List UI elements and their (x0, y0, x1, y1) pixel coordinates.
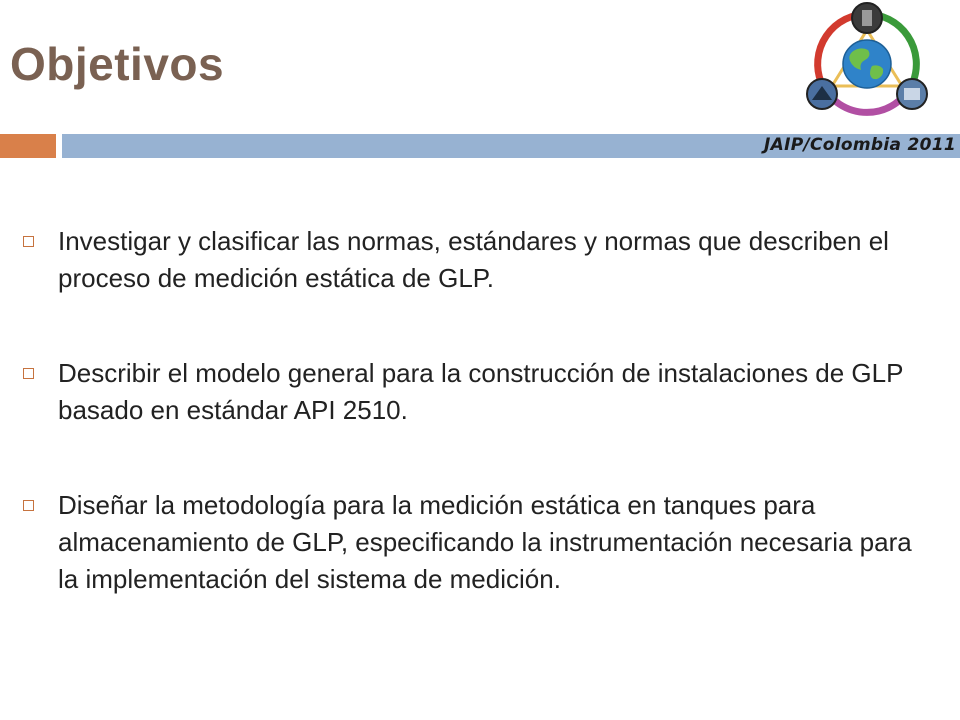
objective-item (20, 223, 930, 297)
slide-title: Objetivos (10, 38, 225, 90)
header-accent-bar-orange (0, 134, 56, 158)
hollow-square-bullet-icon (23, 236, 34, 247)
objective-item (20, 487, 930, 598)
objective-item (20, 355, 930, 429)
objectives-list (20, 223, 930, 598)
hollow-square-bullet-icon (23, 368, 34, 379)
objective-text: Diseñar la metodología para la medición estática en tanques para almacenamiento de GLP, especificando la instrumentación necesaria para la implementación del sistema de medición. (58, 490, 912, 594)
objective-text: Investigar y clasificar las normas, estándares y normas que describen el proceso de medición estática de GLP. (58, 226, 889, 293)
objective-text: Describir el modelo general para la construcción de instalaciones de GLP basado en estándar API 2510. (58, 358, 903, 425)
hollow-square-bullet-icon (23, 500, 34, 511)
globe-ring-logo (800, 0, 934, 126)
logo-caption: JAIP/Colombia 2011 (764, 135, 956, 155)
